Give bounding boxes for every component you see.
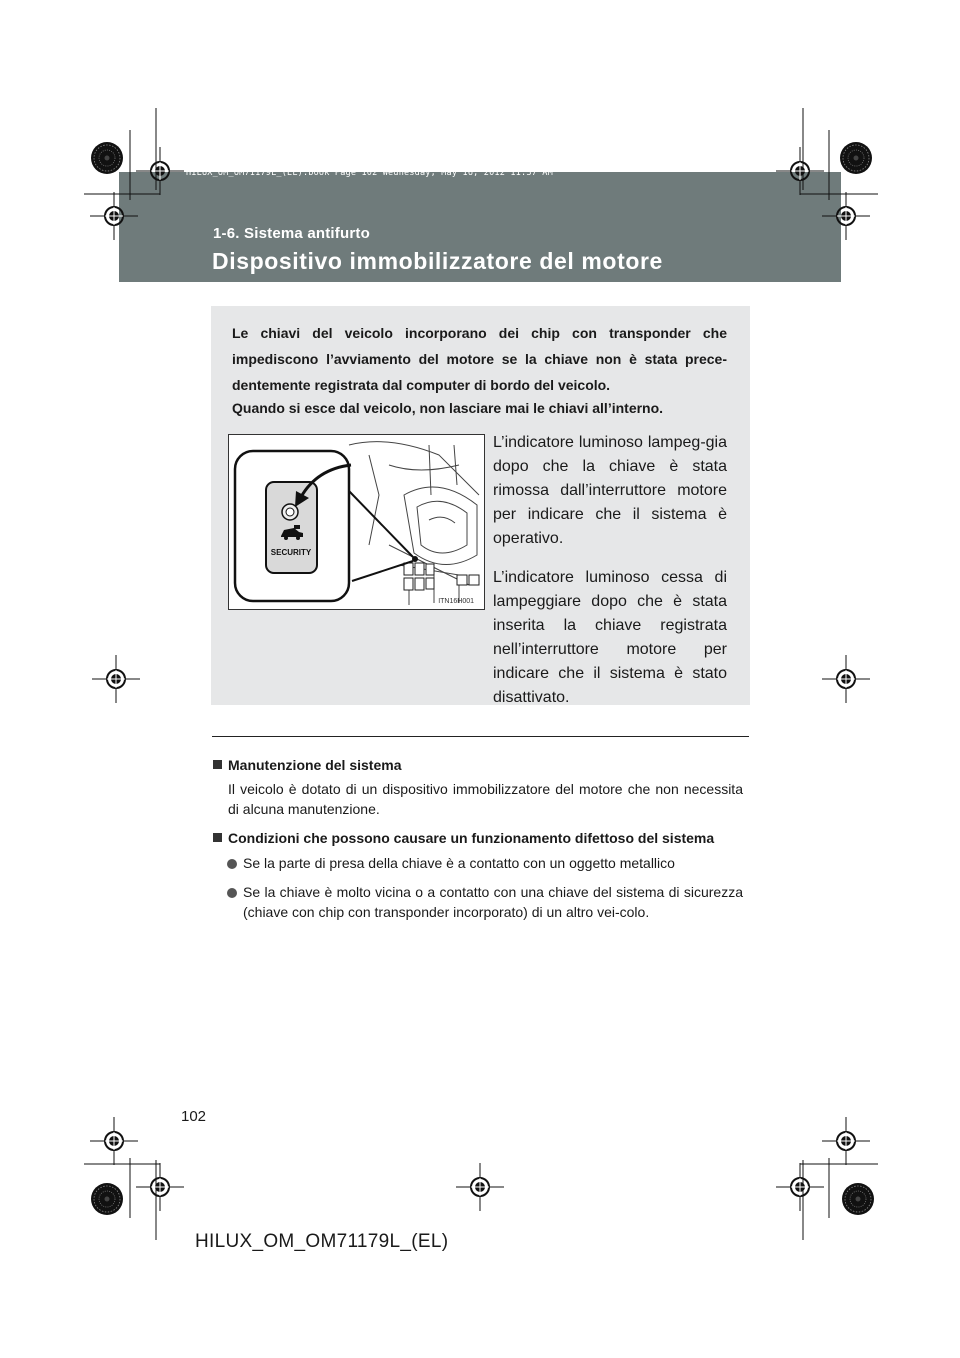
page-title: Dispositivo immobilizzatore del motore xyxy=(212,248,663,274)
page-number: 102 xyxy=(181,1108,207,1125)
circle-bullet-icon xyxy=(227,888,237,898)
security-button-label: SECURITY xyxy=(270,548,312,557)
section-label: 1-6. Sistema antifurto xyxy=(213,225,370,242)
note-heading-malfunction: Condizioni che possono causare un funzionamento difettoso del sistema xyxy=(213,828,743,848)
figure-code: ITN16H001 xyxy=(438,598,474,605)
indicator-active-text: L’indicatore luminoso lampeg-gia dopo che la chiave è stata rimossa dall’interruttore motore per indicare che il sistema è operativo. xyxy=(493,434,727,547)
intro-warning: Quando si esce dal veicolo, non lasciare mai le chiavi all’interno. xyxy=(232,400,664,416)
security-indicator-figure xyxy=(228,434,485,610)
square-bullet-icon xyxy=(213,833,222,842)
list-item: Se la parte di presa della chiave è a contatto con un oggetto metallico xyxy=(213,853,743,873)
indicator-description xyxy=(493,431,727,725)
square-bullet-icon xyxy=(213,760,222,769)
intro-paragraph: Le chiavi del veicolo incorporano dei chip con transponder che impediscono l’avviamento del motore se la chiave non è stata prece-dentemente registrata dal computer di bordo del veicolo. xyxy=(232,325,727,393)
circle-bullet-icon xyxy=(227,859,237,869)
note-body-maintenance: Il veicolo è dotato di un dispositivo immobilizzatore del motore che non necessita di alcuna manutenzione. xyxy=(228,781,743,817)
list-item: Se la chiave è molto vicina o a contatto con una chiave del sistema di sicurezza (chiave con chip con transponder incorporato) di un altro vei-colo. xyxy=(213,882,743,922)
book-info-line: HILUX_OM_OM71179L_(EL).book Page 102 Wednesday, May 16, 2012 11:37 AM xyxy=(186,168,553,178)
indicator-off-text: L’indicatore luminoso cessa di lampeggiare dopo che è stata inserita la chiave registrata nell’interruttore motore per indicare che il sistema è stato disattivato. xyxy=(493,569,727,706)
dashboard-illustration xyxy=(229,435,484,609)
document-code: HILUX_OM_OM71179L_(EL) xyxy=(195,1231,449,1252)
note-heading-maintenance: Manutenzione del sistema xyxy=(213,755,743,775)
notes-section xyxy=(213,755,743,927)
separator-rule xyxy=(212,736,749,737)
